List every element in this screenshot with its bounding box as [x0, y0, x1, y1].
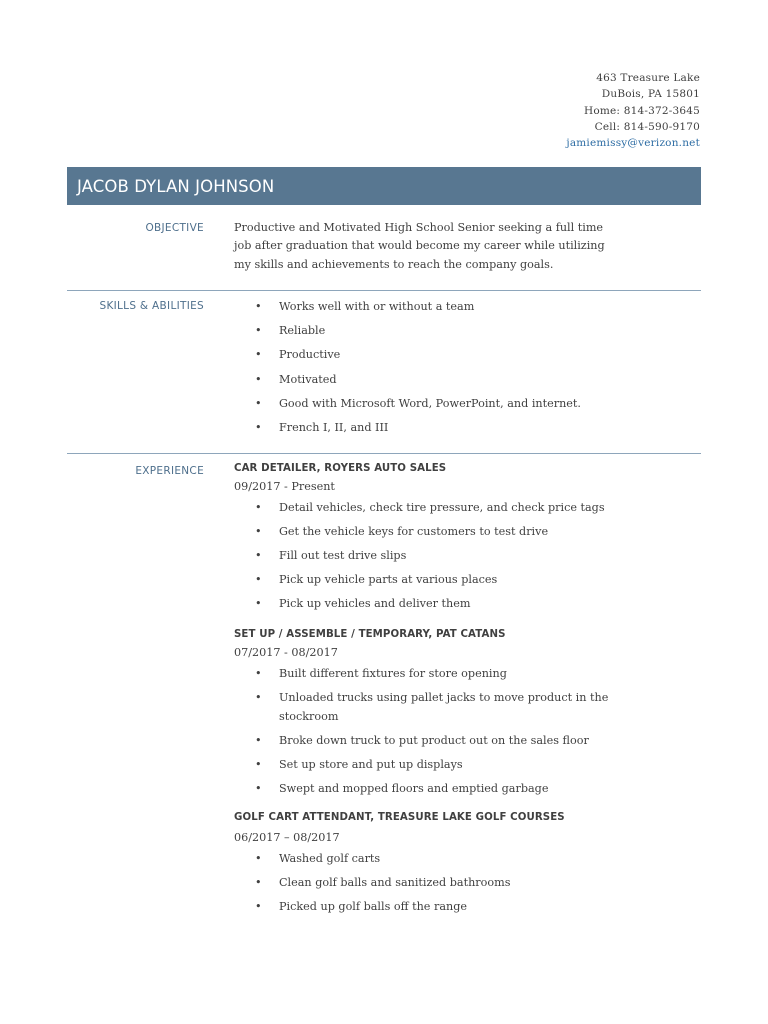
list-item: • Reliable: [234, 322, 609, 346]
cell-phone: Cell: 814-590-9170: [594, 120, 700, 133]
list-item: • Works well with or without a team: [234, 298, 609, 322]
bullet-icon: •: [255, 781, 262, 795]
bullet-icon: •: [255, 420, 262, 434]
job-entry: [234, 629, 609, 804]
bullet-icon: •: [255, 372, 262, 386]
address-line-1: 463 Treasure Lake: [596, 72, 700, 84]
list-item: • Clean golf balls and sanitized bathrooms: [234, 874, 609, 893]
home-phone: Home: 814-372-3645: [583, 104, 700, 117]
list-item: • French I, II, and III: [234, 419, 609, 443]
bullet-icon: •: [255, 900, 262, 913]
list-item: • Motivated: [234, 371, 609, 395]
list-item: • Picked up golf balls off the range: [234, 898, 609, 917]
duties-list: [234, 665, 609, 798]
list-item: • Fill out test drive slips: [234, 547, 609, 566]
job-title: CAR DETAILER, ROYERS AUTO SALES: [234, 463, 447, 474]
skills-label: SKILLS & ABILITIES: [99, 300, 204, 312]
bullet-icon: •: [255, 667, 262, 680]
bullet-icon: •: [255, 852, 262, 865]
list-item: • Built different fixtures for store opening: [234, 665, 609, 684]
list-item: • Broke down truck to put product out on the sales floor: [234, 732, 609, 751]
bullet-icon: •: [255, 525, 262, 538]
bullet-icon: •: [255, 573, 262, 586]
job-dates: 09/2017 - Present: [234, 480, 335, 493]
job-entry: [234, 463, 609, 619]
section-divider: [67, 290, 701, 291]
job-entry: [234, 812, 609, 922]
bullet-icon: •: [255, 691, 262, 704]
contact-block: [566, 70, 700, 151]
list-item: • Pick up vehicles and deliver them: [234, 595, 609, 614]
list-item: • Good with Microsoft Word, PowerPoint, and internet.: [234, 395, 609, 419]
address-line-2: DuBois, PA 15801: [601, 88, 700, 101]
bullet-icon: •: [255, 324, 262, 338]
bullet-icon: •: [255, 396, 262, 410]
list-item: • Set up store and put up displays: [234, 756, 609, 775]
bullet-icon: •: [255, 733, 262, 747]
bullet-icon: •: [255, 348, 262, 362]
list-item: • Detail vehicles, check tire pressure, and check price tags: [234, 499, 609, 518]
bullet-icon: •: [255, 300, 262, 313]
experience-label: EXPERIENCE: [135, 465, 204, 477]
skills-list: [234, 298, 609, 443]
job-dates: 06/2017 – 08/2017: [234, 831, 340, 844]
email-link[interactable]: jamiemissy@verizon.net: [566, 137, 700, 150]
duties-list: [234, 499, 609, 614]
objective-text: Productive and Motivated High School Senior seeking a full time job after graduation that would become my career while utilizing my skills and achievements to reach the company goals.: [234, 221, 605, 271]
job-dates: 07/2017 - 08/2017: [234, 646, 338, 659]
list-item: • Get the vehicle keys for customers to test drive: [234, 523, 609, 542]
list-item: • Productive: [234, 346, 609, 370]
bullet-icon: •: [255, 549, 262, 562]
list-item: • Swept and mopped floors and emptied garbage: [234, 780, 609, 799]
bullet-icon: •: [255, 876, 262, 889]
bullet-icon: •: [255, 597, 262, 610]
section-divider: [67, 453, 701, 454]
list-item: • Pick up vehicle parts at various places: [234, 571, 609, 590]
name-header-bar: [67, 167, 701, 205]
list-item: • Unloaded trucks using pallet jacks to move product in the stockroom: [255, 691, 609, 723]
job-title: SET UP / ASSEMBLE / TEMPORARY, PAT CATANS: [234, 629, 506, 640]
bullet-icon: •: [255, 501, 262, 514]
list-item: • Washed golf carts: [234, 850, 609, 869]
objective-label: OBJECTIVE: [145, 222, 204, 234]
job-title: GOLF CART ATTENDANT, TREASURE LAKE GOLF COURSES: [234, 812, 565, 823]
bullet-icon: •: [255, 757, 262, 771]
duties-list: [234, 850, 609, 917]
candidate-name: JACOB DYLAN JOHNSON: [77, 176, 275, 196]
